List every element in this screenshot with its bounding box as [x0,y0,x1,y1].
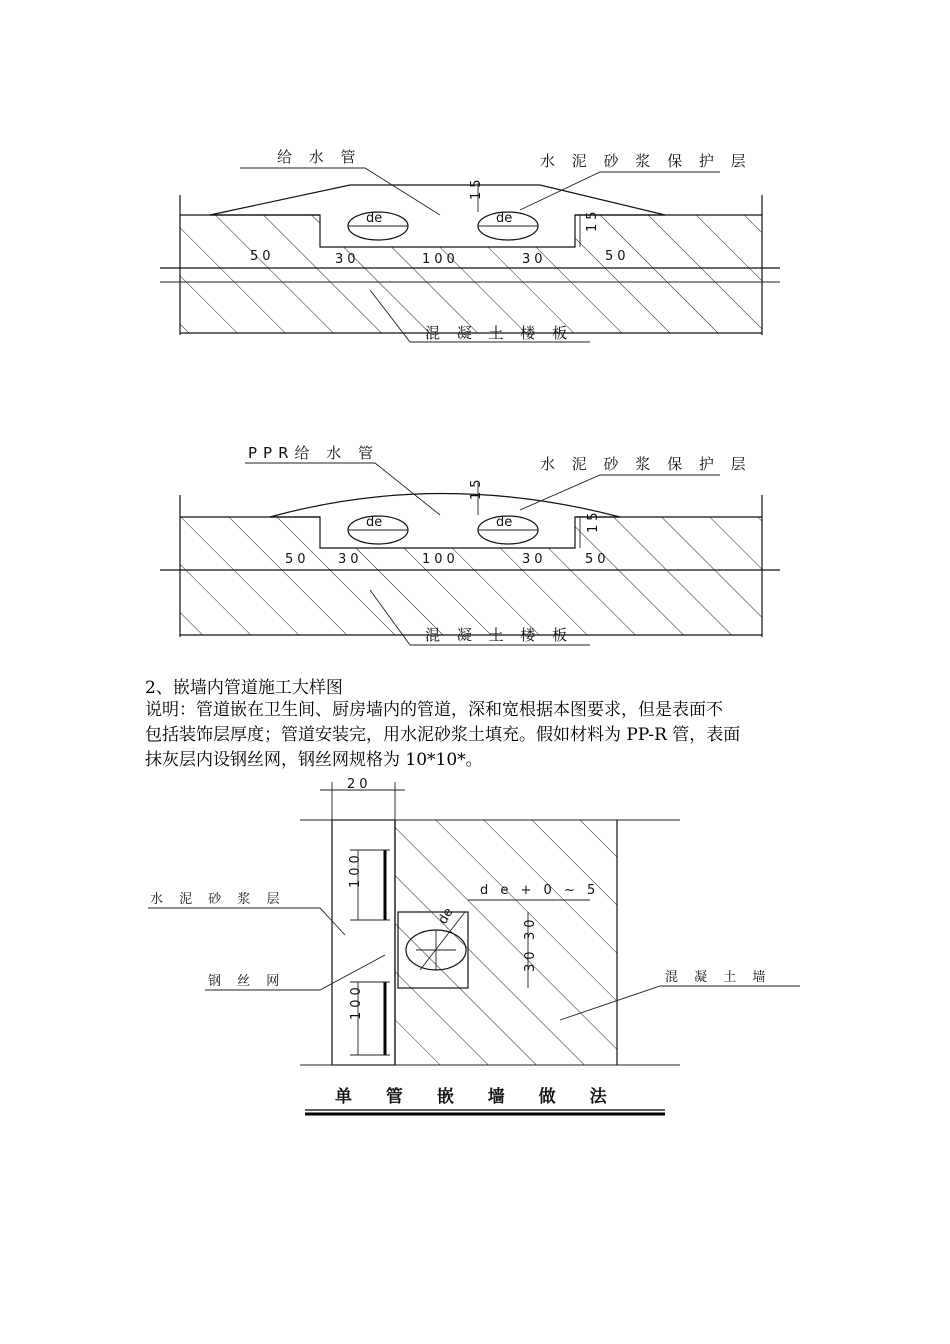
depth-top-2: 15 [469,475,484,500]
pipe-symbol-left-1: de [366,211,383,226]
wall-detail [148,777,800,1114]
dim-2-b: 30 [338,552,363,567]
description-line-2: 包括装饰层厚度；管道安装完，用水泥砂浆土填充。假如材料为 PP-R 管，表面 [145,725,741,745]
mesh-len-top: 100 [348,851,363,888]
mortar-label-1: 水 泥 砂 浆 保 护 层 [540,152,752,170]
dim-1-c: 100 [422,252,459,267]
dim-2-d: 30 [522,552,547,567]
top-dim: 20 [347,777,372,792]
section-heading: 2、嵌墙内管道施工大样图 [145,678,343,698]
mesh-len-bottom: 100 [349,983,364,1020]
groove-width: d e + 0 ~ 5 [480,883,600,898]
groove-half-bottom: 30 [523,947,538,972]
dim-1-e: 50 [605,249,630,264]
pipe-symbol-left-2: de [366,515,383,530]
depth-top-1: 15 [469,175,484,200]
wall-detail-title: 单 管 嵌 墙 做 法 [335,1087,621,1107]
wall-pipe-symbol: de [435,905,457,927]
wall-label: 混 凝 土 墙 [665,970,772,985]
dim-1-d: 30 [522,252,547,267]
slab-label-2: 混 凝 土 楼 板 [425,626,574,644]
depth-side-2: 15 [586,508,601,533]
dim-1-a: 50 [250,249,275,264]
slab-label-1: 混 凝 土 楼 板 [425,324,574,342]
dim-2-e: 50 [585,552,610,567]
description-line-3: 抹灰层内设钢丝网，钢丝网规格为 10*10*。 [145,750,483,770]
mesh-label: 钢 丝 网 [208,974,286,989]
concrete-wall [395,820,617,1065]
pipe-symbol-right-2: de [496,515,513,530]
dim-2-a: 50 [285,552,310,567]
pipe-label-1: 给 水 管 [277,148,362,166]
dim-1-b: 30 [335,252,360,267]
pipe-symbol-right-1: de [496,211,513,226]
groove-half-top: 30 [523,915,538,940]
pipe-label-2: PPR给 水 管 [248,444,380,462]
floor-detail-1 [160,148,780,342]
dim-2-c: 100 [422,552,459,567]
mortar-label-2: 水 泥 砂 浆 保 护 层 [540,455,752,473]
floor-detail-2 [160,444,780,645]
description-line-1: 说明：管道嵌在卫生间、厨房墙内的管道，深和宽根据本图要求，但是表面不 [145,700,723,720]
depth-side-1: 15 [585,207,600,232]
mortar-label-3: 水 泥 砂 浆 层 [150,892,286,907]
